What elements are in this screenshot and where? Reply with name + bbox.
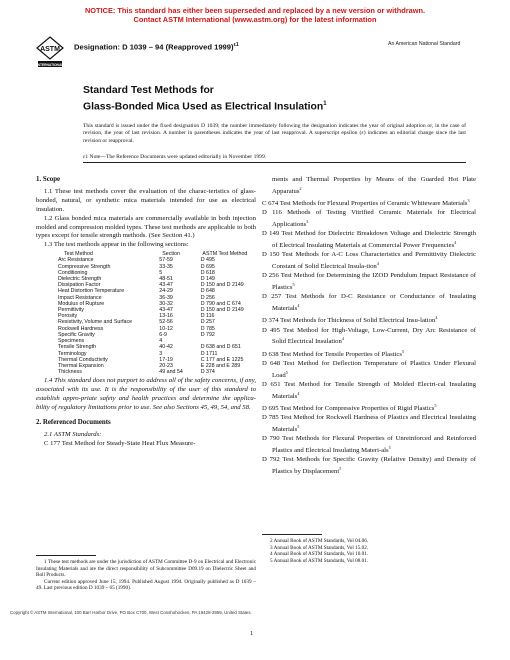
table-cell: D 116 — [200, 313, 215, 320]
footnotes-right-list — [262, 538, 476, 564]
right-footnotes — [262, 534, 476, 564]
footnote: 4 Annual Book of ASTM Standards, Vol 10.01. — [270, 551, 369, 558]
footnote-mark: 5 — [339, 465, 342, 471]
table-cell: 43-47 — [159, 282, 173, 289]
designation-epsilon: ε1 — [233, 42, 239, 48]
reference-text: D 790 Test Methods for Flexural Properties of Unreinforced and Reinforced Plastics and Electrical Insulating Materi-als — [262, 435, 476, 455]
table-cell: D 648 — [200, 288, 215, 295]
references-heading: 2. Referenced Documents — [36, 418, 111, 426]
table-row — [58, 369, 256, 375]
table-cell: 6-9 — [159, 331, 167, 338]
footnotes-left-list — [36, 559, 256, 592]
reference-item — [262, 230, 476, 251]
astm-standards-subheading: 2.1 ASTM Standards: — [44, 430, 102, 438]
table-cell: D 257 — [200, 319, 215, 326]
table-cell: Specimens — [58, 338, 85, 345]
left-column — [36, 176, 256, 449]
ref-c177-start: C 177 Test Method for Steady-State Heat Flux Measure- — [44, 439, 196, 447]
scope-1-2: 1.2 Glass bonded mica materials are commercially available in both injection molded and compression molded types. These test methods are applicable to both types except for tensile strength methods. (See Section 41.) — [36, 214, 256, 240]
table-header: Section — [162, 251, 180, 258]
reference-text: D 648 Test Method for Deflection Temperature of Plastics Under Flexural Load — [262, 359, 476, 379]
reference-text: D 785 Test Method for Rockwell Hardness of Plastics and Electrical Insulating Materials — [262, 413, 476, 434]
table-cell: Arc Resistance — [58, 257, 94, 264]
footnote-mark: 5 — [297, 423, 300, 429]
designation-text: Designation: D 1039 – 94 (Reapproved 1999) — [74, 42, 234, 52]
reference-text: D 638 Test Method for Tensile Properties of Plastics — [262, 350, 402, 358]
scope-heading: 1. Scope — [36, 176, 61, 183]
table-cell: D 256 — [200, 294, 215, 301]
footnote-mark: 5 — [434, 402, 437, 408]
notice-line-1: NOTICE: This standard has either been superseded and replaced by a new version or withdrawn. — [84, 6, 426, 15]
reference-text: D 116 Methods of Testing Vitrified Ceramic Materials for Electrical Applications — [262, 209, 476, 229]
title-line-2: Glass-Bonded Mica Used as Electrical Insulation — [83, 100, 324, 112]
reference-text: D 149 Test Method for Dielectric Breakdown Voltage and Dielectric Strength of Electrical Insulating Materials at Commercial Power Frequencies — [262, 230, 476, 250]
reference-item — [262, 327, 476, 348]
footnote-mark: 4 — [435, 315, 438, 321]
table-cell: Conditioning — [58, 269, 88, 276]
table-cell: D 1711 — [200, 350, 218, 357]
table-cell: Heat Distortion Temperature — [58, 288, 125, 295]
title-line-1: Standard Test Methods for — [83, 85, 214, 96]
table-cell: 40-42 — [159, 344, 173, 351]
table-cell: D 790 and C 674 — [200, 300, 241, 307]
reference-text: D 695 Test Method for Compressive Properties of Rigid Plastics — [262, 405, 435, 413]
logo-subtext: INTERNATIONAL — [36, 62, 64, 67]
table-cell: 20-23 — [159, 362, 173, 369]
supersession-notice — [0, 6, 510, 24]
ref-c177-continued — [262, 176, 476, 197]
table-cell: Porosity — [58, 313, 78, 320]
reference-item — [262, 314, 476, 326]
table-cell: Specific Gravity — [58, 331, 95, 338]
table-cell: 5 — [159, 269, 163, 276]
table-cell: 3 — [159, 350, 163, 357]
reference-text: D 495 Test Method for High-Voltage, Low-Current, Dry Arc Resistance of Solid Electrical Insulation — [262, 326, 476, 346]
table-cell: D 149 — [200, 276, 215, 283]
footnote: Current edition approved June 15, 1994. Published August 1994. Originally published as D 1039 – 49. Last previous edition D 1039 – 65 (1990). — [36, 578, 256, 592]
footnote-rule — [262, 534, 322, 535]
issue-statement: This standard is issued under the fixed designation D 1039; the number immediately following the designation indicates the year of original adoption or, in the case of revision, the year of last revision. A number in parentheses indicates the year of last reapproval. A superscript epsilon (ε) indicates an editorial change since the last revision or reapproval. — [83, 123, 466, 144]
scope-1-1: 1.1 These test methods cover the evaluation of the charac-teristics of glass-bonded, natural, or synthetic mica materials intended for use as electrical insulation. — [36, 187, 256, 213]
copyright-footer: Copyright © ASTM International, 100 Barr Harbor Drive, PO Box C700, West Conshohocken, PA 19428-2959, United States. — [10, 610, 252, 615]
footnote: 1 These test methods are under the jurisdiction of ASTM Committee D-9 on Electrical and Electronic Insulating Materials and are the direct responsibility of Subcommittee D09.19 on Dielectric Sheet and Roll Products. — [36, 559, 256, 579]
table-cell: D 638 and D 651 — [200, 344, 241, 351]
reference-item — [262, 209, 476, 230]
footnote-mark: 2 — [299, 185, 302, 191]
footnote-mark: 4 — [297, 390, 300, 396]
right-column — [262, 176, 476, 477]
footnote-mark: 5 — [388, 444, 391, 450]
reference-item — [262, 414, 476, 435]
table-cell: 57-59 — [159, 257, 173, 264]
american-national-standard-label: An American National Standard — [388, 41, 461, 47]
table-cell: 43-47 — [159, 307, 173, 314]
notice-line-2: Contact ASTM International (www.astm.org) for the latest information — [133, 15, 377, 24]
table-cell: D 495 — [200, 257, 215, 264]
table-cell: Resistivity, Volume and Surface — [58, 319, 133, 326]
table-cell: D 374 — [200, 369, 215, 376]
logo-text: ASTM — [40, 46, 60, 53]
footnote-mark: 4 — [376, 261, 379, 267]
footnote-rule — [36, 555, 96, 556]
footnote: 2 Annual Book of ASTM Standards, Vol 04.06. — [270, 538, 369, 544]
astm-logo — [36, 36, 64, 72]
scope-1-3: 1.3 The test methods appear in the following sections: — [44, 241, 189, 249]
footnote-mark: 4 — [297, 303, 300, 309]
table-cell: D 150 and D 2149 — [200, 307, 244, 314]
table-cell: Dielectric Strength — [58, 276, 102, 283]
reference-item — [262, 402, 476, 414]
footnote-mark: 5 — [401, 348, 405, 354]
table-cell: C 177 and E 1225 — [200, 356, 244, 363]
table-cell: Impact Resistance — [58, 294, 102, 301]
reference-text: D 150 Test Methods for A-C Loss Characteristics and Permittivity Dielectric Constant of Solid Electrical Insula-tion — [262, 251, 476, 271]
footnote-mark: 5 — [285, 369, 288, 375]
footnote: 3 Annual Book of ASTM Standards, Vol 15.02. — [270, 544, 369, 551]
footnote-mark: 4 — [454, 240, 457, 246]
document-title — [83, 85, 327, 113]
reference-item — [262, 360, 476, 381]
footnote: 5 Annual Book of ASTM Standards, Vol 08.01. — [270, 557, 369, 564]
table-cell: Permittivity — [58, 307, 84, 314]
reference-text: C 674 Test Methods for Flexural Properties of Ceramic Whiteware Materials — [262, 200, 468, 208]
editorial-note: ε1 Note—The Reference Documents were updated editorially in November 1999. — [83, 154, 267, 160]
table-cell: Thermal Conductivity — [58, 356, 108, 363]
table-cell: 30-32 — [159, 300, 173, 307]
footnote-mark: 3 — [467, 198, 470, 204]
header-rule — [83, 162, 466, 163]
table-cell: Thermal Expansion — [58, 362, 104, 369]
table-cell: 48-51 — [159, 276, 173, 283]
reference-item — [262, 251, 476, 272]
table-body — [58, 257, 256, 375]
table-header: Test Method — [64, 251, 93, 258]
table-cell: 13-16 — [159, 313, 173, 320]
footnote-mark: 5 — [292, 282, 295, 288]
table-cell: D 785 — [200, 325, 215, 332]
designation — [74, 42, 239, 52]
table-cell: 17-19 — [159, 356, 173, 363]
reference-text: D 374 Test Methods for Thickness of Solid Electrical Insu-lation — [262, 317, 436, 325]
table-cell: Dissipation Factor — [58, 282, 101, 289]
table-cell: Tensile Strength — [58, 344, 96, 351]
table-header: ASTM Test Method — [202, 251, 248, 258]
reference-item — [262, 197, 476, 209]
footnote-mark: 3 — [306, 219, 309, 225]
table-cell: 36-39 — [159, 294, 173, 301]
reference-text: D 257 Test Methods for D-C Resistance or Conductance of Insulating Materials — [262, 293, 476, 313]
reference-item — [262, 381, 476, 402]
reference-item — [262, 348, 476, 360]
footnote-mark: 4 — [341, 336, 344, 342]
references-list — [262, 197, 476, 477]
reference-item — [262, 272, 476, 293]
table-cell: D 150 and D 2149 — [200, 282, 244, 289]
reference-text: D 792 Test Methods for Specific Gravity (Relative Density) and Density of Plastics by Displacement — [262, 456, 476, 476]
reference-item — [262, 435, 476, 456]
table-cell: D 792 — [200, 331, 215, 338]
page-number: 1 — [250, 630, 254, 637]
reference-text: D 651 Test Method for Tensile Strength of Molded Electri-cal Insulating Materials — [262, 380, 476, 400]
reference-item — [262, 456, 476, 477]
table-cell: E 228 and E 289 — [200, 362, 241, 369]
table-cell: Compressive Strength — [58, 263, 111, 270]
table-cell: Modulus of Rupture — [58, 300, 105, 307]
table-cell: 33-35 — [159, 263, 173, 270]
table-cell: Thickness — [58, 369, 82, 376]
left-footnotes — [36, 555, 256, 592]
title-footnote-mark: 1 — [323, 100, 327, 107]
ref-c177-cont-text: ments and Thermal Properties by Means of the Guarded Hot Plate Apparatus — [272, 176, 476, 196]
table-cell: 24-29 — [159, 288, 173, 295]
reference-item — [262, 293, 476, 314]
table-cell: Terminology — [58, 350, 87, 357]
reference-text: D 256 Test Method for Determining the IZOD Pendulum Impact Resistance of Plastics — [262, 272, 476, 292]
table-cell: 52-56 — [159, 319, 173, 326]
table-cell: Rockwell Hardness — [58, 325, 104, 332]
scope-1-4: 1.4 This standard does not purport to address all of the safety concerns, if any, associated with its use. It is the responsibility of the user of this standard to establish appro-priate safety and health practices and determine the applica-bility of regulatory limitations prior to use. See also Sections 45, 49, 54, and 58. — [36, 377, 256, 412]
table-cell: D 695 — [200, 263, 215, 270]
table-cell: 4 — [159, 338, 163, 345]
test-methods-table — [58, 251, 256, 375]
table-cell: D 618 — [200, 269, 215, 276]
table-cell: 10-12 — [159, 325, 173, 332]
table-cell: 49 and 54 — [159, 369, 183, 376]
